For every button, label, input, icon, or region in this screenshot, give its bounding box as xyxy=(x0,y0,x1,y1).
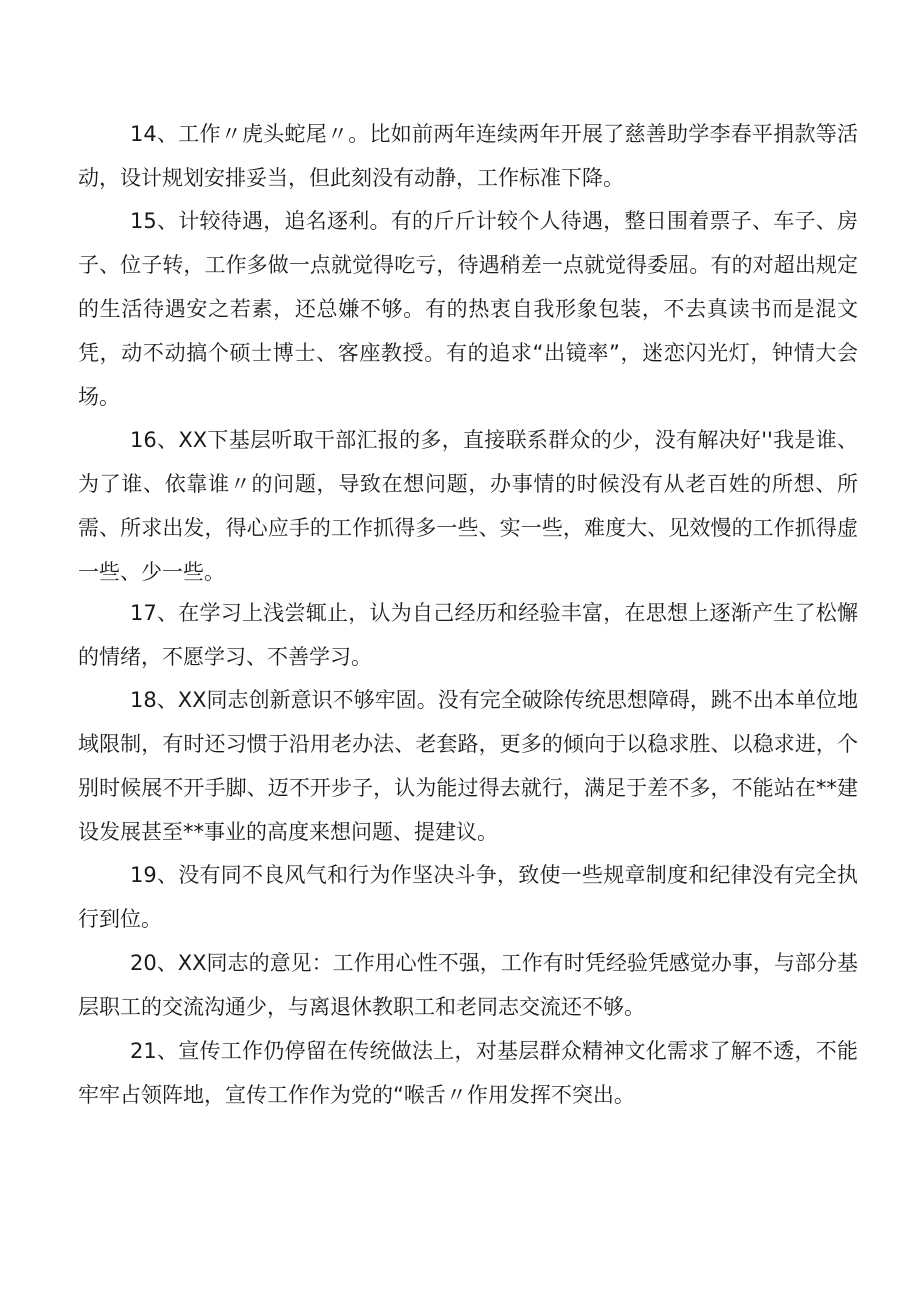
paragraph-19: 19、没有同不良风气和行为作坚决斗争，致使一些规章制度和纪律没有完全执行到位。 xyxy=(78,863,858,931)
paragraph-17: 17、在学习上浅尝辄止，认为自己经历和经验丰富，在思想上逐渐产生了松懈的情绪，不愿学习、不善学习。 xyxy=(78,601,858,669)
paragraph-18: 18、XX同志创新意识不够牢固。没有完全破除传统思想障碍，跳不出本单位地域限制，有时还习惯于沿用老办法、老套路，更多的倾向于以稳求胜、以稳求进，个别时候展不开手脚、迈不开步子，认为能过得去就行，满足于差不多，不能站在**建设发展甚至**事业的高度来想问题、提建议。 xyxy=(78,688,858,844)
paragraph-14: 14、工作〃虎头蛇尾〃。比如前两年连续两年开展了慈善助学李春平捐款等活动，设计规划安排妥当，但此刻没有动静，工作标准下降。 xyxy=(78,122,858,190)
paragraph-20: 20、XX同志的意见：工作用心性不强，工作有时凭经验凭感觉办事，与部分基层职工的交流沟通少，与离退休教职工和老同志交流还不够。 xyxy=(78,951,858,1019)
paragraph-15: 15、计较待遇，追名逐利。有的斤斤计较个人待遇，整日围着票子、车子、房子、位子转，工作多做一点就觉得吃亏，待遇稍差一点就觉得委屈。有的对超出规定的生活待遇安之若素，还总嫌不够。有的热衷自我形象包装，不去真读书而是混文凭，动不动搞个硕士博士、客座教授。有的追求“出镜率”，迷恋闪光灯，钟情大会场。 xyxy=(78,209,858,409)
paragraph-21: 21、宣传工作仍停留在传统做法上，对基层群众精神文化需求了解不透，不能牢牢占领阵地，宣传工作作为党的“喉舌〃作用发挥不突出。 xyxy=(78,1039,858,1107)
paragraph-16: 16、XX下基层听取干部汇报的多，直接联系群众的少，没有解决好''我是谁、为了谁、依靠谁〃的问题，导致在想问题，办事情的时候没有从老百姓的所想、所需、所求出发，得心应手的工作抓得多一些、实一些，难度大、见效慢的工作抓得虚一些、少一些。 xyxy=(78,428,858,584)
